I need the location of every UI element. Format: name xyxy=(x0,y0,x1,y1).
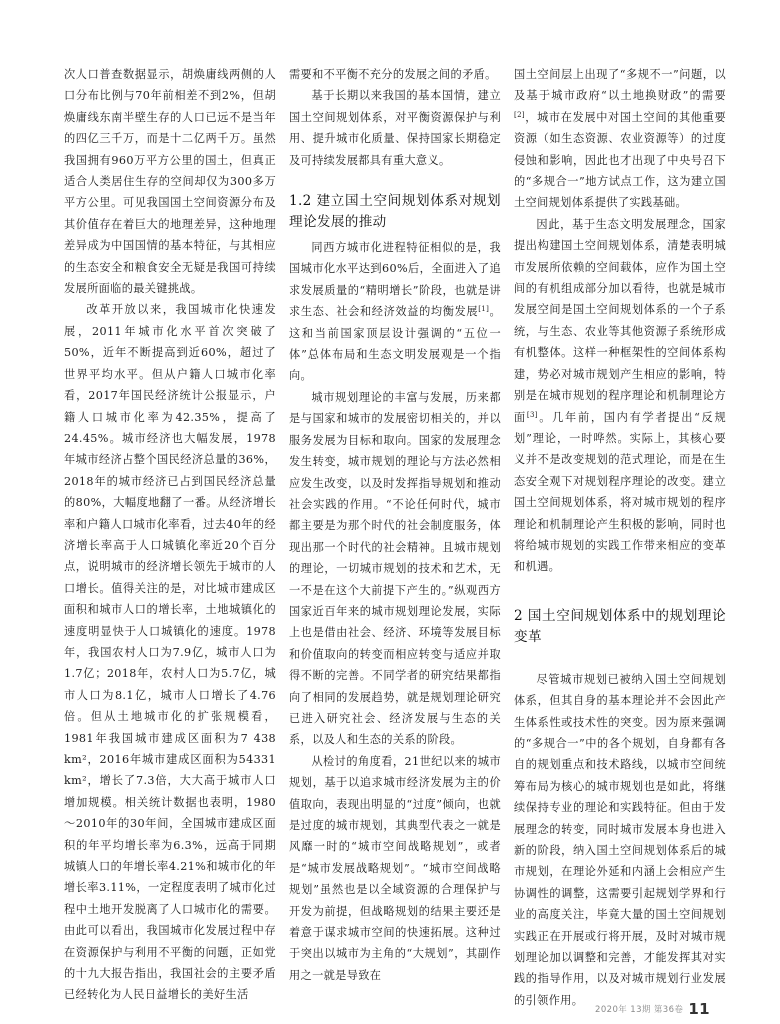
paragraph-text: 同西方城市化进程特征相似的是，我国城市化水平达到60%后，全面进入了追求发展质量的“精明增长”阶段，也就是讲求生态、社会和经济效益的均衡发展 xyxy=(289,241,501,319)
section-heading-1-2: 1.2 建立国土空间规划体系对规划理论发展的推动 xyxy=(289,193,501,231)
paragraph: 从检讨的角度看，21世纪以来的城市规划，基于以追求城市经济发展为主的价值取向，表现出明显的“过度”倾向，也就是过度的城市规划，其典型代表之一就是风靡一时的“城市空间战略规划”，或者是“城市发展战略规划”。“城市空间战略规划”虽然也是以全域资源的合理保护与开发为前提，但战略规划的结果主要还是着意于谋求城市空间的快速拓展。这种过于突出以城市为主角的“大规划”，其副作用之一就是导致在 xyxy=(289,754,501,982)
paragraph xyxy=(514,214,726,578)
text-column-1 xyxy=(64,64,276,1006)
paragraph: 尽管城市规划已被纳入国土空间规划体系，但其自身的基本理论并不会因此产生体系性或技术性的突变。因为原来强调的“多规合一”中的各个规划，自身都有各自的规划重点和技术路线，以城市空间统筹布局为核心的城市规划也是如此，将继续保持专业的理论和实践特征。但由于发展理念的转变，同时城市发展本身也进入新的阶段，纳入国土空间规划体系后的城市规划，在理论外延和内涵上会相应产生协调性的调整，这需要引起规划学界和行业的高度关注，毕竟大量的国土空间规划实践正在开展或行将开展，及时对城市规划理论加以调整和完善，才能发挥其对实践的指导作用，以及对城市规划行业发展的引领作用。 xyxy=(514,672,726,1007)
page-number: 11 xyxy=(688,1000,710,1018)
citation-ref: [1] xyxy=(478,305,490,314)
citation-ref: [3] xyxy=(526,410,538,419)
paragraph: 城市规划理论的丰富与发展，历来都是与国家和城市的发展密切相关的，并以服务发展为目标和取向。国家的发展理念发生转变，城市规划的理论与方法必然相应发生改变，以及时发挥指导规划和推动社会实践的作用。“不论任何时代，城市都主要是为那个时代的社会制度服务，体现出那一个时代的社会精神。且城市规划的理论，一切城市规划的技术和艺术，无一不是在这个大前提下产生的。”纵观西方国家近百年来的城市规划理论发展，实际上也是借由社会、经济、环境等发展目标和价值取向的转变而相应转变与适应并取得不断的完善。不同学者的研究结果都指向了相同的发展趋势，就是规划理论研究已进入研究社会、经济发展与生态的关系，以及人和生态的关系的阶段。 xyxy=(289,390,501,747)
paragraph-text: ，城市在发展中对国土空间的其他重要资源（如生态资源、农业资源等）的过度侵蚀和影响，因此也才出现了中央号召下的“多规合一”地方试点工作，这为建立国土空间规划体系提供了实践基础。 xyxy=(514,110,726,210)
text-column-2 xyxy=(289,64,501,986)
paragraph: 基于长期以来我国的基本国情，建立国土空间规划体系，对平衡资源保护与利用、提升城市化质量、保持国家长期稳定及可持续发展都具有重大意义。 xyxy=(289,89,501,167)
paragraph: 次人口普查数据显示，胡焕庸线两侧的人口分布比例与70年前相差不到2%，但胡焕庸线东南半壁生存的人口已远不是当年的四亿三千万，而是十二亿两千万。虽然我国拥有960万平方公里的国土，但真正适合人类居住生存的空间却仅为300多万平方公里。可见我国国土空间资源分布及其价值存在着巨大的地理差异，这种地理差异成为中国国情的基本特征，与其相应的生态安全和粮食安全无疑是我国可持续发展所面临的最关键挑战。 xyxy=(64,68,276,296)
citation-ref: [2] xyxy=(514,110,525,119)
paragraph: 改革开放以来，我国城市化快速发展，2011年城市化水平首次突破了50%，近年不断提高到近60%，超过了世界平均水平。但从户籍人口城市化率看，2017年国民经济统计公报显示，户籍人口城市化率为42.35%，提高了24.45%。城市经济也大幅发展，1978年城市经济占整个国民经济总量的36%，2018年的城市经济已占到国民经济总量的80%，大幅度地翻了一番。从经济增长率和户籍人口城市化率看，过去40年的经济增长率高于人口城镇化率近20个百分点，说明城市的经济增长领先于城市的人口增长。值得关注的是，对比城市建成区面积和城市人口的增长率，土地城镇化的速度明显快于人口城镇化的速度。1978年，我国农村人口为7.9亿，城市人口为1.7亿；2018年，农村人口为5.7亿，城市人口为8.1亿，城市人口增长了4.76倍。但从土地城市化的扩张规模看，1981年我国城市建成区面积为7 438 km²，2016年城市建成区面积为54331 km²，增长了7.3倍，大大高于城市人口增加规模。相关统计数据也表明，1980～2010年的30年间，全国城市建成区面积的年平均增长率为6.3%，远高于同期城镇人口的年增长率4.21%和城市化的年增长率3.11%，一定程度表明了城市化过程中土地开发脱离了人口城市化的需要。由此可以看出，我国城市化发展过程中存在资源保护与利用不平衡的问题，正如党的十九大报告指出，我国社会的主要矛盾已经转化为人民日益增长的美好生活 xyxy=(64,303,276,1002)
paragraph: 需要和不平衡不充分的发展之间的矛盾。 xyxy=(289,68,497,81)
page-footer xyxy=(595,1000,710,1018)
text-column-3 xyxy=(514,64,726,1011)
paragraph-text: 。这和当前国家顶层设计强调的“五位一体”总体布局和生态文明发展观是一个指向。 xyxy=(289,305,501,383)
section-heading-2: 2 国土空间规划体系中的规划理论变革 xyxy=(514,607,726,645)
paragraph xyxy=(514,64,726,214)
paragraph-text: 因此，基于生态文明发展理念，国家提出构建国土空间规划体系，清楚表明城市发展所依赖的空间载体，应作为国土空间的有机组成部分加以看待，也就是城市发展空间是国土空间规划体系的一个子系统，与生态、农业等其他资源子系统形成有机整体。这样一种框架性的空间体系构建，势必对城市规划产生相应的影响，特别是在城市规划的程序理论和机制理论方面 xyxy=(514,217,726,424)
paragraph xyxy=(289,237,501,387)
paragraph-text: 。几年前，国内有学者提出“反规划”理论，一时哗然。实际上，其核心要义并不是改变规划的范式理论，而是在生态安全观下对规划程序理论的改变。建立国土空间规划体系，将对城市规划的程序理论和机制理论产生积极的影响，同时也将给城市规划的实践工作带来相应的变革和机遇。 xyxy=(514,410,726,574)
journal-issue: 2020年 13期 第36卷 xyxy=(595,1005,684,1015)
paragraph-text: 国土空间层上出现了“多规不一”问题，以及基于城市政府“以土地换财政”的需要 xyxy=(514,68,726,103)
